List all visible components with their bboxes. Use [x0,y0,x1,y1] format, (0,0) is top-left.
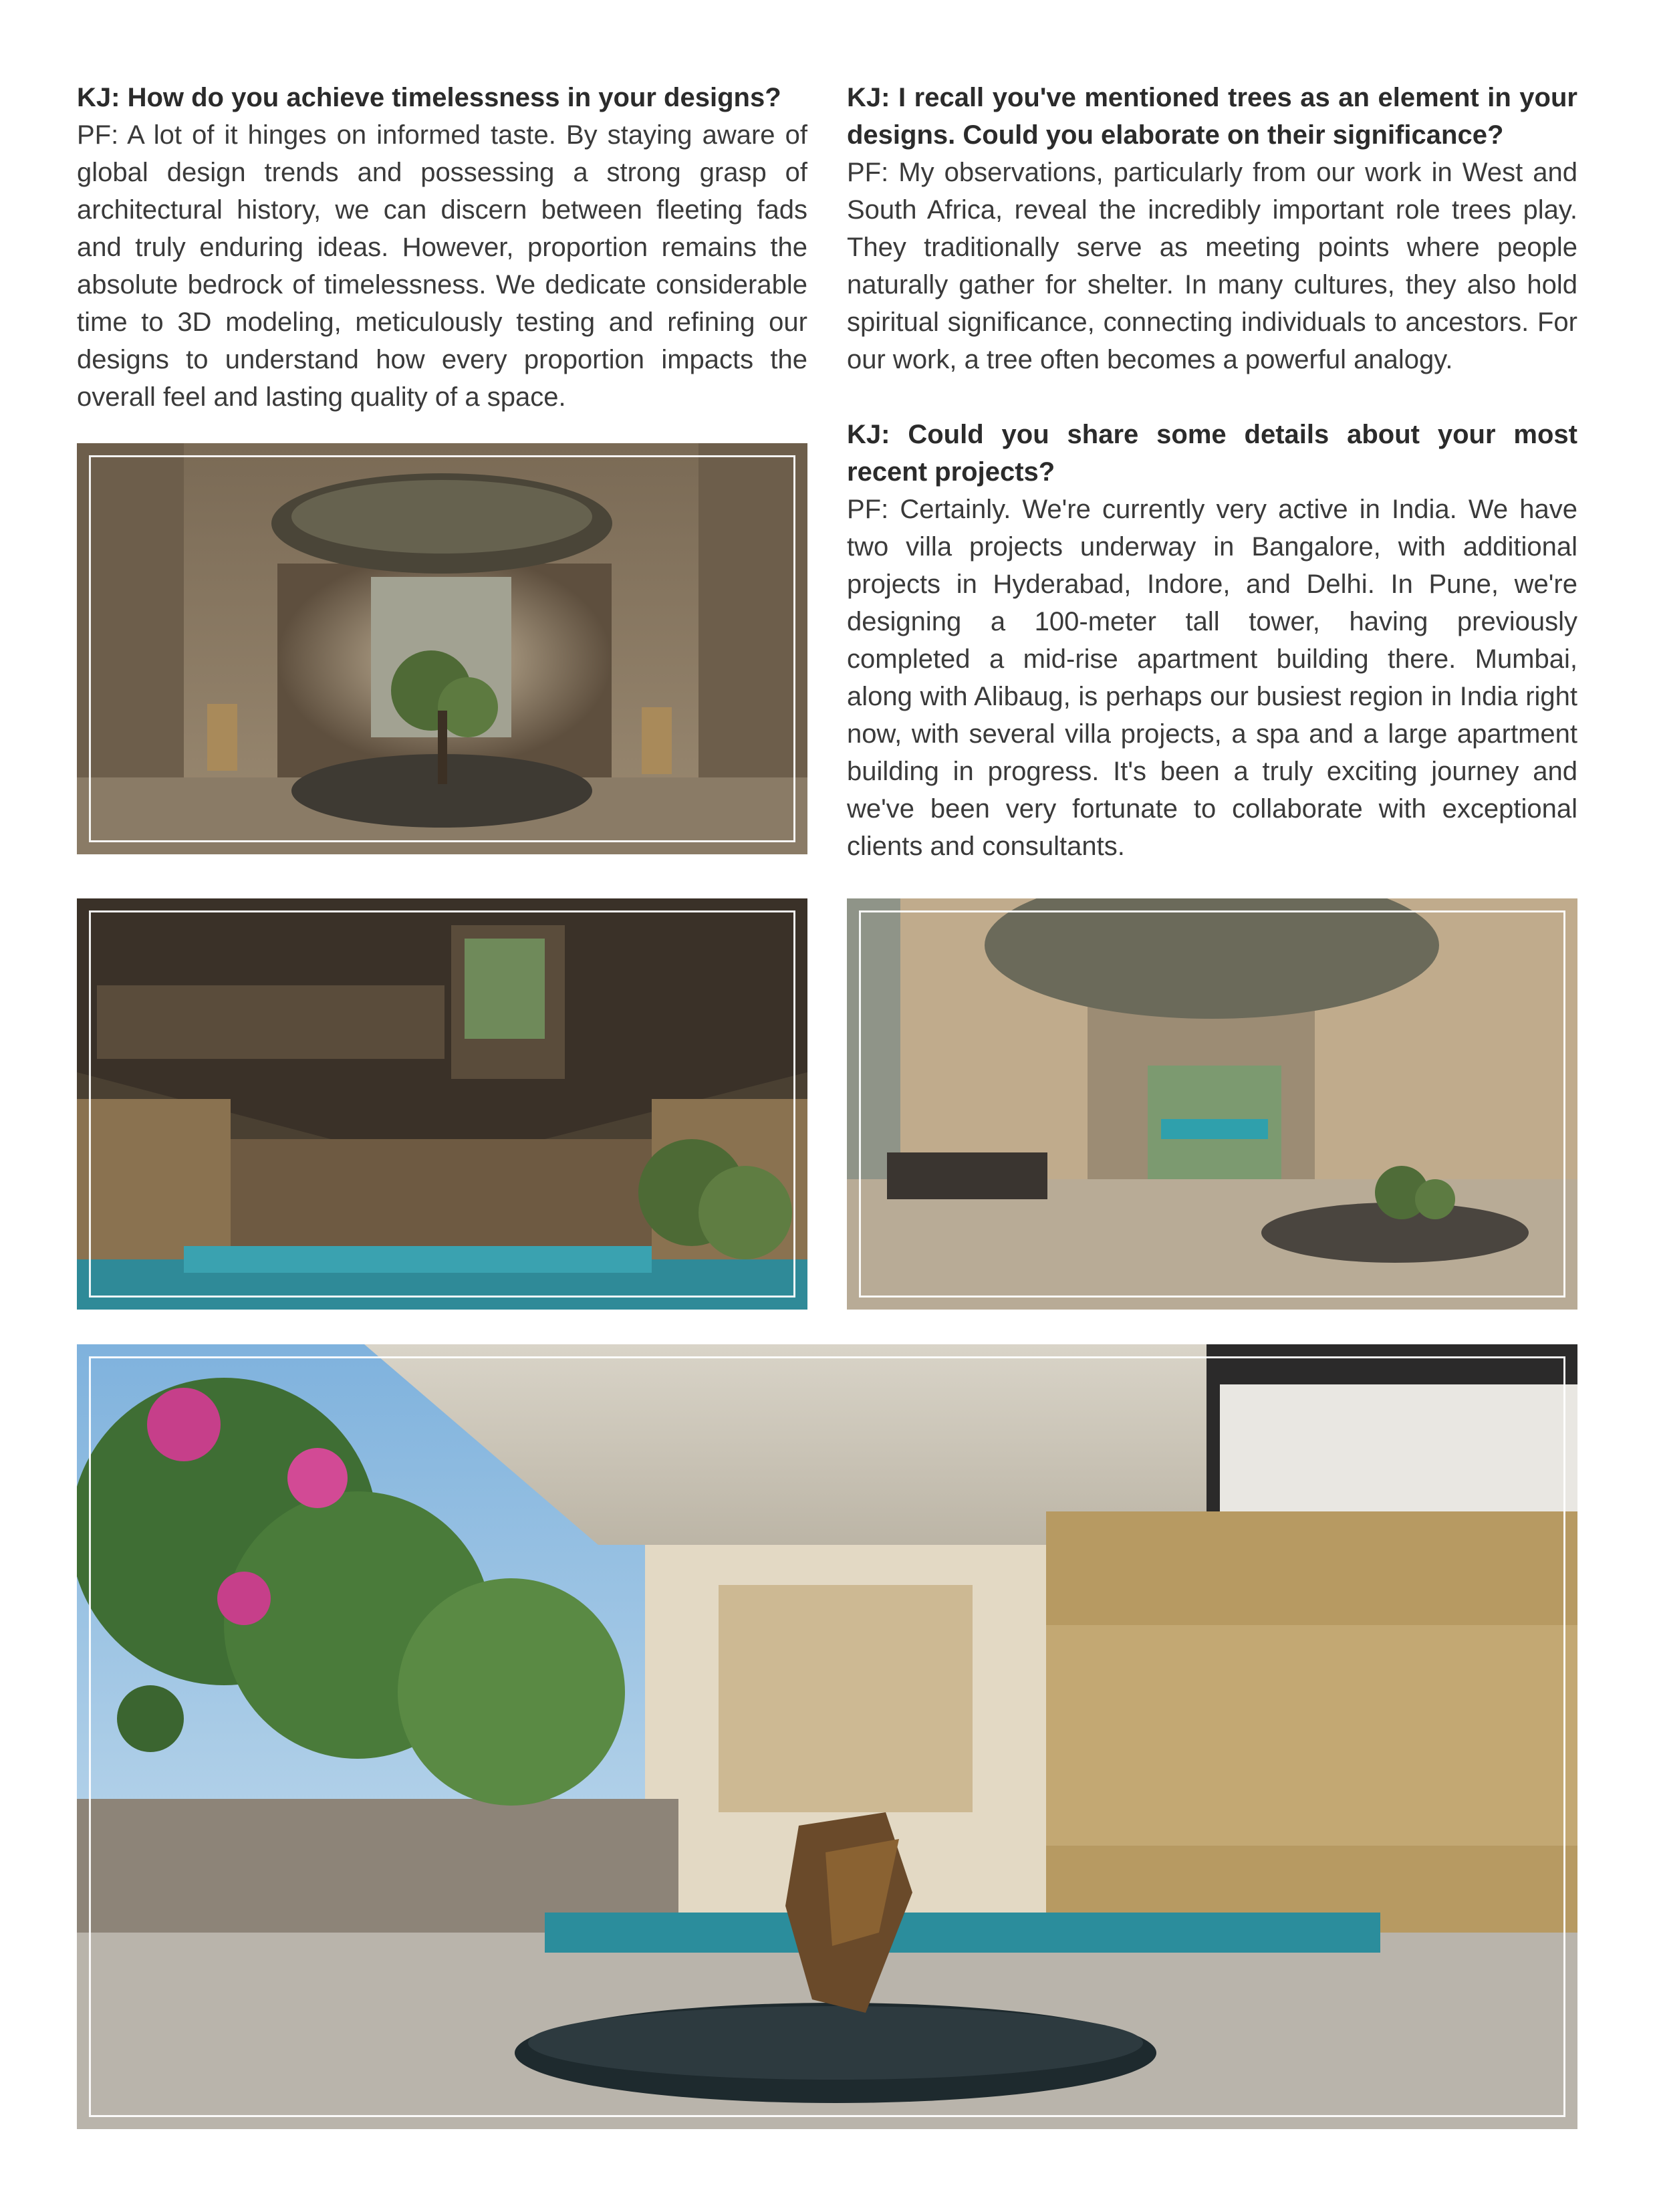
photo-entrance-sculpture [77,1344,1577,2129]
left-column [77,79,807,416]
right-column [847,79,1577,865]
pool-courtyard-render [77,898,807,1310]
answer-timelessness: PF: A lot of it hinges on informed taste. By staying aware of global design trends and possessing a strong grasp of architectural history, we can discern between fleeting fads and truly enduring ideas. However, proportion remains the absolute bedrock of timelessness. We dedicate considerable time to 3D modeling, meticulously testing and refining our designs to understand how every proportion impacts the overall feel and lasting quality of a space. [77,120,807,412]
paragraph-gap [847,378,1577,416]
photo-pool-courtyard [77,898,807,1310]
atrium-render [77,443,807,854]
answer-recent-projects: PF: Certainly. We're currently very active in India. We have two villa projects underway in Bangalore, with additional projects in Hyderabad, Indore, and Delhi. In Pune, we're designing a 100-meter tall tower, having previously completed a mid-rise apartment building there. Mumbai, along with Alibaug, is perhaps our busiest region in India right now, with several villa projects, a spa and a large apartment building in progress. It's been a truly exciting journey and we've been very fortunate to collaborate with exceptional clients and consultants. [847,495,1577,861]
question-recent-projects: KJ: Could you share some details about your most recent projects? [847,420,1577,487]
question-trees: KJ: I recall you've mentioned trees as an element in your designs. Could you elaborate on their significance? [847,83,1577,150]
answer-trees: PF: My observations, particularly from our work in West and South Africa, reveal the incredibly important role trees play. They traditionally serve as meeting points where people naturally gather for shelter. In many cultures, they also hold spiritual significance, connecting individuals to ancestors. For our work, a tree often becomes a powerful analogy. [847,158,1577,374]
lobby-render [847,898,1577,1310]
question-timelessness: KJ: How do you achieve timelessness in your designs? [77,83,781,112]
photo-lobby-bonsai [847,898,1577,1310]
photo-atrium-tree [77,443,807,854]
entrance-render [77,1344,1577,2129]
